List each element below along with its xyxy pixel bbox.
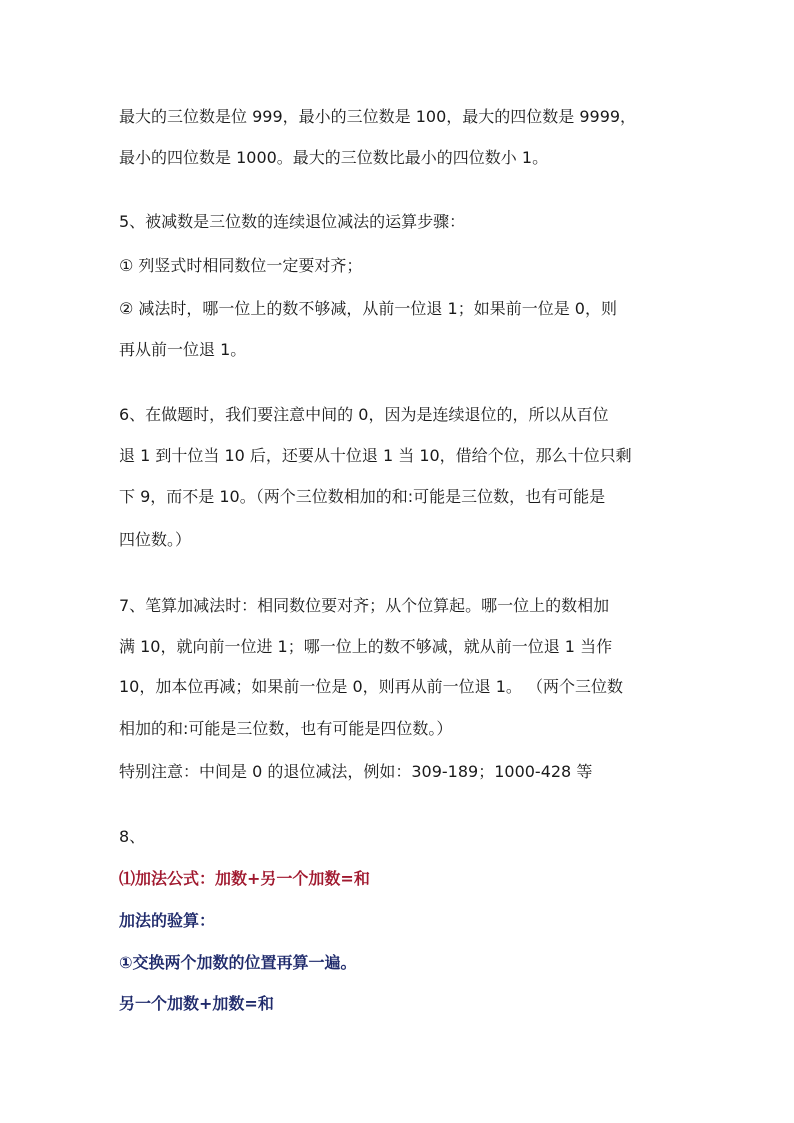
special-note: 特别注意：中间是 0 的退位减法，例如：309-189；1000-428 等 — [119, 762, 593, 781]
section-7-line-2: 满 10，就向前一位进 1；哪一位上的数不够减，就从前一位退 1 当作 — [119, 637, 613, 656]
text-line-1: 最大的三位数是位 999，最小的三位数是 100，最大的四位数是 9999， — [119, 107, 637, 126]
section-5-heading: 5、被减数是三位数的连续退位减法的运算步骤： — [119, 212, 466, 231]
step-1: ① 列竖式时相同数位一定要对齐； — [119, 256, 363, 275]
section-7-line-1: 7、笔算加减法时：相同数位要对齐；从个位算起。哪一位上的数相加 — [119, 596, 610, 615]
section-7-line-4: 相加的和:可能是三位数，也有可能是四位数。） — [119, 719, 453, 738]
section-6-line-1: 6、在做题时，我们要注意中间的 0，因为是连续退位的，所以从百位 — [119, 405, 609, 424]
addition-check-step-1: ①交换两个加数的位置再算一遍。 — [119, 953, 357, 972]
text-line-2: 最小的四位数是 1000。最大的三位数比最小的四位数小 1。 — [119, 148, 549, 167]
section-7-line-3: 10，加本位再减；如果前一位是 0，则再从前一位退 1。 （两个三位数 — [119, 677, 623, 696]
section-6-line-2: 退 1 到十位当 10 后，还要从十位退 1 当 10，借给个位，那么十位只剩 — [119, 446, 632, 465]
step-2: ② 减法时，哪一位上的数不够减，从前一位退 1；如果前一位是 0，则 — [119, 299, 617, 318]
section-8-heading: 8、 — [119, 827, 146, 846]
addition-check-heading: 加法的验算： — [119, 911, 216, 930]
section-6-line-3: 下 9，而不是 10。（两个三位数相加的和:可能是三位数，也有可能是 — [119, 487, 606, 506]
section-6-line-4: 四位数。） — [119, 530, 192, 549]
addition-formula: ⑴加法公式：加数+另一个加数=和 — [119, 869, 370, 888]
step-2-continued: 再从前一位退 1。 — [119, 340, 247, 359]
addition-check-formula: 另一个加数+加数=和 — [119, 994, 274, 1013]
